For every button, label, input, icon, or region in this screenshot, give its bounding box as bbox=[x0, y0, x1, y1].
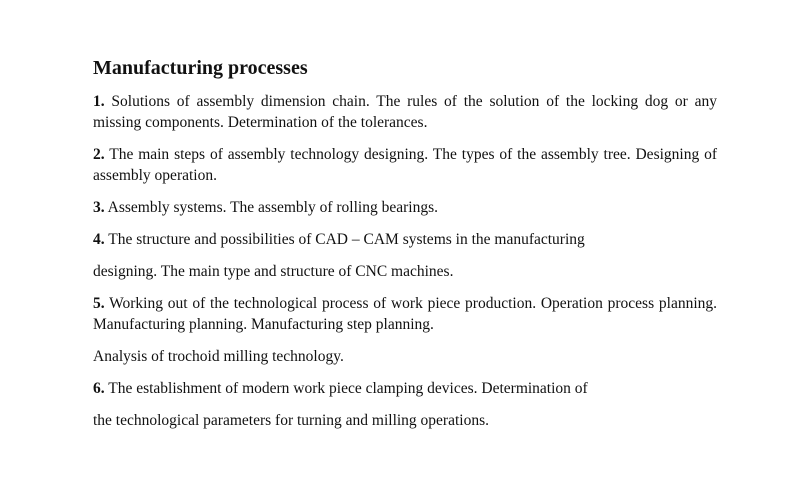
item-text: designing. The main type and structure of CNC machines. bbox=[93, 263, 454, 280]
item-text: the technological parameters for turning and milling operations. bbox=[93, 412, 489, 429]
document-title: Manufacturing processes bbox=[93, 57, 308, 79]
item-text: Solutions of assembly dimension chain. The rules of the solution of the locking dog or any missing components. Determination of the tolerances. bbox=[93, 93, 717, 131]
list-item bbox=[93, 197, 717, 218]
item-text: Analysis of trochoid milling technology. bbox=[93, 348, 344, 365]
list-item-continuation bbox=[93, 261, 717, 282]
list-item bbox=[93, 293, 717, 335]
item-number: 1. bbox=[93, 93, 105, 110]
item-text: Working out of the technological process of work piece production. Operation process planning. Manufacturing planning. Manufacturing step planning. bbox=[93, 295, 717, 333]
item-number: 4. bbox=[93, 231, 105, 248]
list-item bbox=[93, 91, 717, 133]
document-page bbox=[93, 55, 717, 442]
list-item bbox=[93, 144, 717, 186]
item-text: Assembly systems. The assembly of rolling bearings. bbox=[104, 199, 438, 216]
list-item bbox=[93, 378, 717, 399]
item-number: 2. bbox=[93, 146, 105, 163]
item-number: 3. bbox=[93, 199, 105, 216]
list-item-continuation bbox=[93, 410, 717, 431]
item-text: The structure and possibilities of CAD – CAM systems in the manufacturing bbox=[104, 231, 585, 248]
item-number: 6. bbox=[93, 380, 105, 397]
list-item bbox=[93, 229, 717, 250]
list-item-continuation bbox=[93, 346, 717, 367]
item-number: 5. bbox=[93, 295, 105, 312]
item-text: The establishment of modern work piece clamping devices. Determination of bbox=[104, 380, 588, 397]
item-text: The main steps of assembly technology designing. The types of the assembly tree. Designing of assembly operation. bbox=[93, 146, 717, 184]
